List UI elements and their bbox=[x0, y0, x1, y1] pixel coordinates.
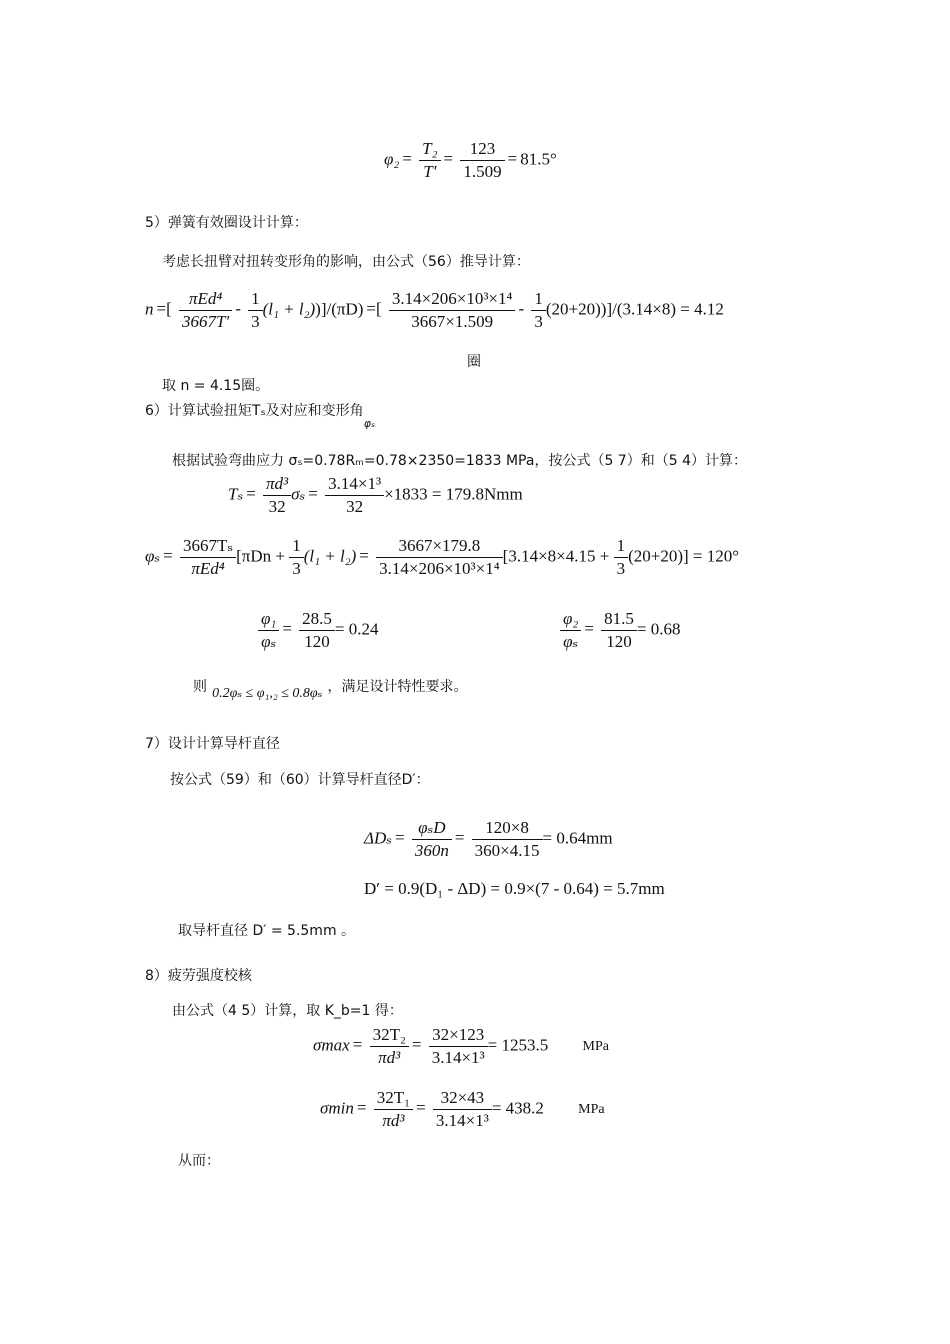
section-7-heading: 7）设计计算导杆直径 bbox=[145, 736, 280, 752]
fraction: $\frac{\text{φ₂}}{\text{φₛ}}$ bbox=[560, 608, 581, 653]
condition-expression: 0.2φₛ ≤ φ₁,₂ ≤ 0.8φₛ bbox=[212, 686, 323, 701]
section-5-take: 取 n = 4.15圈。 bbox=[162, 378, 270, 394]
eq-sigma-max: σmax = $\frac{\text{32T₂}}{\text{πd³}}$ = $\frac{32\times 123}{\text{3.14×1³}}$ = 1253.5 MPa bbox=[313, 1025, 609, 1067]
section-6-heading: 6）计算试验扭矩Tₛ及对应和变形角$_{\varphi_s}$ bbox=[145, 403, 376, 430]
fraction: $\frac{28.5}{120}$ bbox=[299, 608, 335, 653]
section-8-intro: 由公式（4 5）计算，取 K_b=1 得： bbox=[172, 1003, 403, 1019]
fraction: $\frac{1}{3}$ bbox=[614, 535, 629, 580]
eq-phi2-lhs: φ₂ bbox=[384, 149, 400, 169]
fraction: $\frac{3667\times 179.8}{\text{3.14×206×10³×1⁴}}$ bbox=[376, 535, 503, 580]
section-5-heading: 5）弹簧有效圈设计计算： bbox=[145, 215, 308, 231]
fraction: $\frac{\text{3667Tₛ}}{\text{πEd⁴}}$ bbox=[180, 535, 236, 580]
ratio-2: $\frac{\text{φ₂}}{\text{φₛ}}$ = $\frac{81.5}{120}$ = 0.68 bbox=[560, 608, 681, 653]
fraction: $\frac{\text{φₛD}}{360n}$ bbox=[412, 817, 452, 862]
section-6-intro: 根据试验弯曲应力 σₛ=0.78Rₘ=0.78×2350=1833 MPa，按公式（5 7）和（5 4）计算： bbox=[172, 453, 747, 469]
fraction: $\frac{\text{3.14×1³}}{32}$ bbox=[325, 473, 384, 518]
fraction: $\frac{\text{T₂}}{T'}$ bbox=[419, 138, 440, 183]
eq-ts: Tₛ = $\frac{\text{πd³}}{32}$ σₛ = $\frac{\text{3.14×1³}}{32}$ ×1833 = 179.8Nmm bbox=[228, 474, 523, 516]
eq-n: n =[ $\frac{\text{πEd⁴}}{3667T'}$ - $\frac{1}{3}$ (l₁ + l₂))]/(πD) =[ $\frac{\text{3.14×206×10³×1⁴}}{3667\times 1.509}$ - $\frac{1}{3}$ (20+20))]/(3.14×8) = 4.12 bbox=[145, 289, 724, 331]
eq-phis: φₛ = $\frac{\text{3667Tₛ}}{\text{πEd⁴}}$ [πDn + $\frac{1}{3}$ (l₁ + l₂) = $\frac{3667\times 179.8}{\text{3.14×206×10³×1⁴}}$ [3.14×8×4.15 + $\frac{1}{3}$ (20+20)] = 120° bbox=[145, 536, 740, 578]
fraction: $\frac{\text{3.14×206×10³×1⁴}}{3667\times 1.509}$ bbox=[389, 288, 516, 333]
fraction: $\frac{\text{πd³}}{32}$ bbox=[263, 473, 291, 518]
section-8-heading: 8）疲劳强度校核 bbox=[145, 968, 252, 984]
fraction: $\frac{\text{32T₂}}{\text{πd³}}$ bbox=[370, 1024, 409, 1069]
eq-d-prime: D′ = 0.9(D₁ - ΔD) = 0.9×(7 - 0.64) = 5.7mm bbox=[364, 879, 665, 898]
eq-sigma-min: σmin = $\frac{\text{32T₁}}{\text{πd³}}$ = $\frac{32\times 43}{\text{3.14×1³}}$ = 438.2 MPa bbox=[320, 1088, 605, 1130]
fraction: $\frac{\text{φ₁}}{\text{φₛ}}$ bbox=[258, 608, 279, 653]
eq-delta-ds: ΔDₛ = $\frac{\text{φₛD}}{360n}$ = $\frac{120\times 8}{360\times 4.15}$ = 0.64mm bbox=[364, 818, 613, 860]
section-7-take: 取导杆直径 D′ = 5.5mm 。 bbox=[178, 923, 356, 939]
fraction: $\frac{123}{1.509}$ bbox=[460, 138, 504, 183]
fraction: $\frac{1}{3}$ bbox=[531, 288, 546, 333]
fraction: $\frac{\text{πEd⁴}}{3667T'}$ bbox=[179, 288, 232, 333]
section-5-intro: 考虑长扭臂对扭转变形角的影响，由公式（56）推导计算： bbox=[162, 254, 530, 270]
section-8-then: 从而： bbox=[178, 1153, 220, 1169]
unit-label: 圈 bbox=[467, 354, 481, 370]
fraction: $\frac{32\times 43}{\text{3.14×1³}}$ bbox=[433, 1087, 492, 1132]
fraction: $\frac{32\times 123}{\text{3.14×1³}}$ bbox=[429, 1024, 488, 1069]
fraction: $\frac{120\times 8}{360\times 4.15}$ bbox=[472, 817, 543, 862]
ratio-1: $\frac{\text{φ₁}}{\text{φₛ}}$ = $\frac{28.5}{120}$ = 0.24 bbox=[258, 608, 379, 653]
eq-phi2-result: 81.5° bbox=[520, 149, 557, 169]
fraction: $\frac{1}{3}$ bbox=[248, 288, 263, 333]
fraction: $\frac{\text{32T₁}}{\text{πd³}}$ bbox=[374, 1087, 413, 1132]
fraction: $\frac{1}{3}$ bbox=[289, 535, 304, 580]
phi-s-symbol: φₛ bbox=[363, 417, 376, 430]
eq-phi2: φ₂ = $\frac{\text{T₂}}{T'}$ = $\frac{123}{1.509}$ = 81.5° bbox=[384, 139, 557, 181]
condition-line: 则 0.2φₛ ≤ φ₁,₂ ≤ 0.8φₛ ，满足设计特性要求。 bbox=[193, 679, 468, 701]
section-7-intro: 按公式（59）和（60）计算导杆直径D′： bbox=[170, 772, 430, 788]
fraction: $\frac{81.5}{120}$ bbox=[601, 608, 637, 653]
